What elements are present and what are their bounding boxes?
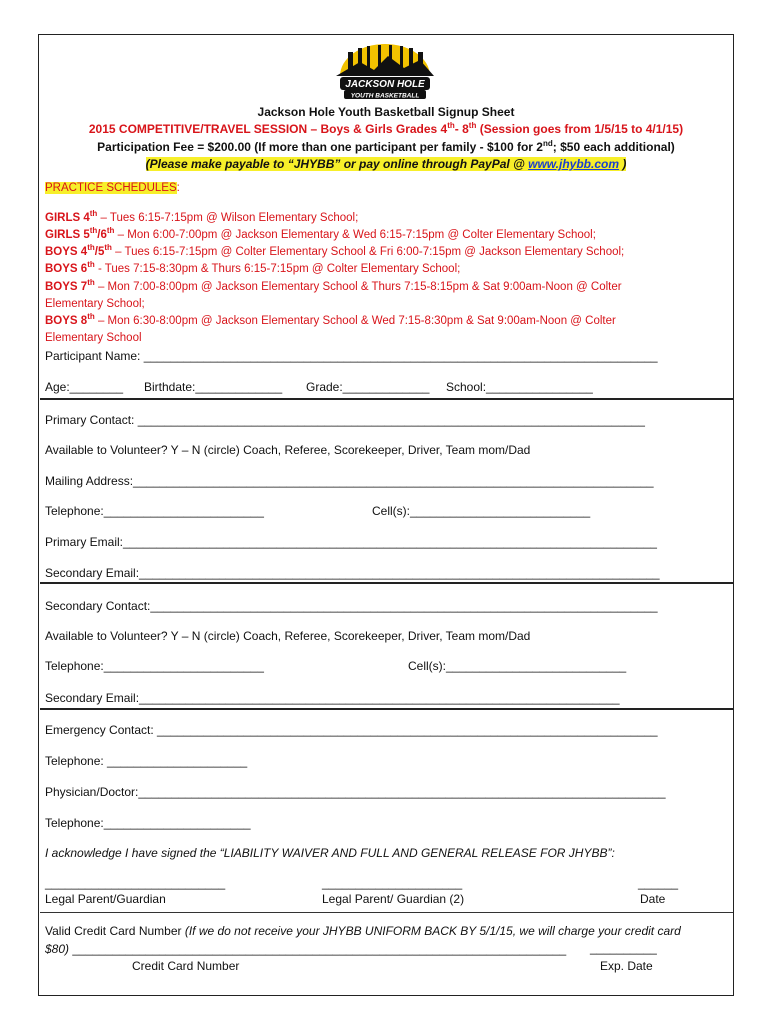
emergency-contact-field[interactable]: Emergency Contact: ___________________________________________________________________________ [45, 723, 658, 737]
logo-line2: YOUTH BASKETBALL [350, 92, 420, 100]
mailing-address-field[interactable]: Mailing Address:______________________________________________________________________________ [45, 474, 654, 488]
guardian2-signature-label: Legal Parent/ Guardian (2) [322, 892, 465, 906]
section-divider [40, 912, 733, 913]
practice-schedule-row: Elementary School [45, 332, 142, 344]
secondary-email-field-1[interactable]: Secondary Email:______________________________________________________________________________ [45, 566, 660, 580]
guardian2-signature-line[interactable]: _____________________ [322, 876, 463, 890]
age-field[interactable]: Age:________ [45, 380, 124, 394]
secondary-email-field-2[interactable]: Secondary Email:________________________________________________________________________ [45, 691, 620, 705]
primary-email-field[interactable]: Primary Email:________________________________________________________________________________ [45, 535, 657, 549]
telephone-field-physician[interactable]: Telephone:______________________ [45, 816, 251, 830]
practice-heading: PRACTICE SCHEDULES: [45, 182, 180, 194]
logo-line1: JACKSON HOLE [345, 79, 425, 90]
primary-contact-field[interactable]: Primary Contact: ____________________________________________________________________________ [45, 413, 645, 427]
jackson-hole-logo [330, 42, 440, 104]
section-divider [40, 398, 733, 400]
secondary-contact-field[interactable]: Secondary Contact:____________________________________________________________________________ [45, 599, 658, 613]
credit-card-number-label: Credit Card Number [132, 959, 240, 973]
website-link[interactable]: www.jhybb.com [528, 157, 620, 171]
acknowledgement-text: I acknowledge I have signed the “LIABILITY WAIVER AND FULL AND GENERAL RELEASE FOR JHYBB”: [45, 846, 615, 860]
section-divider [40, 582, 733, 584]
practice-schedule-row: GIRLS 4th – Tues 6:15-7:15pm @ Wilson Elementary School; [45, 209, 359, 224]
telephone-field-secondary[interactable]: Telephone:________________________ [45, 659, 264, 673]
practice-schedule-row: BOYS 4th/5th – Tues 6:15-7:15pm @ Colter Elementary School & Fri 6:00-7:15pm @ Jackson Elementary School; [45, 243, 625, 258]
physician-field[interactable]: Physician/Doctor:_______________________________________________________________________________ [45, 785, 666, 799]
practice-schedule-row: GIRLS 5th/6th – Mon 6:00-7:00pm @ Jackson Elementary & Wed 6:15-7:15pm @ Colter Elementary School; [45, 226, 596, 241]
volunteer-question-primary[interactable]: Available to Volunteer? Y – N (circle) Coach, Referee, Scorekeeper, Driver, Team mom/Dad [45, 443, 531, 457]
practice-schedule-row: Elementary School; [45, 298, 145, 310]
practice-schedule-row: BOYS 8th – Mon 6:30-8:00pm @ Jackson Elementary School & Wed 7:15-8:30pm & Sat 9:00am-Noon @ Colter [45, 312, 616, 327]
section-divider [40, 708, 733, 710]
date-label: Date [640, 892, 666, 906]
school-field[interactable]: School:________________ [446, 380, 593, 394]
credit-card-row[interactable]: $80) __________________________________________________________________________ [45, 942, 567, 956]
exp-date-label: Exp. Date [600, 959, 653, 973]
date-line[interactable]: ______ [638, 876, 679, 890]
practice-schedule-row: BOYS 7th – Mon 7:00-8:00pm @ Jackson Elementary School & Thurs 7:15-8:15pm & Sat 9:00am-Noon @ Colter [45, 278, 622, 293]
birthdate-field[interactable]: Birthdate:_____________ [144, 380, 283, 394]
payable-line: (Please make payable to “JHYBB” or pay online through PayPal @ www.jhybb.com ) [145, 157, 627, 171]
credit-card-note: Valid Credit Card Number (If we do not receive your JHYBB UNIFORM BACK BY 5/1/15, we will charge your credit card [45, 924, 681, 938]
fee-line: Participation Fee = $200.00 (If more than one participant per family - $100 for 2nd; $50 each additional) [97, 139, 675, 154]
cell-field-secondary[interactable]: Cell(s):___________________________ [408, 659, 627, 673]
volunteer-question-secondary[interactable]: Available to Volunteer? Y – N (circle) Coach, Referee, Scorekeeper, Driver, Team mom/Dad [45, 629, 531, 643]
guardian-signature-label: Legal Parent/Guardian [45, 892, 166, 906]
sheet-title: Jackson Hole Youth Basketball Signup Sheet [257, 105, 515, 119]
cell-field-primary[interactable]: Cell(s):___________________________ [372, 504, 591, 518]
practice-schedule-row: BOYS 6th - Tues 7:15-8:30pm & Thurs 6:15-7:15pm @ Colter Elementary School; [45, 260, 461, 275]
grade-field[interactable]: Grade:_____________ [306, 380, 430, 394]
telephone-field-primary[interactable]: Telephone:________________________ [45, 504, 264, 518]
exp-date-line[interactable]: __________ [590, 941, 657, 955]
participant-name-field[interactable]: Participant Name: _____________________________________________________________________________ [45, 349, 658, 363]
session-line: 2015 COMPETITIVE/TRAVEL SESSION – Boys & Girls Grades 4th- 8th (Session goes from 1/5/15 to 4/1/15) [88, 121, 684, 136]
telephone-field-emergency[interactable]: Telephone: _____________________ [45, 754, 248, 768]
guardian-signature-line[interactable]: ___________________________ [45, 876, 226, 890]
